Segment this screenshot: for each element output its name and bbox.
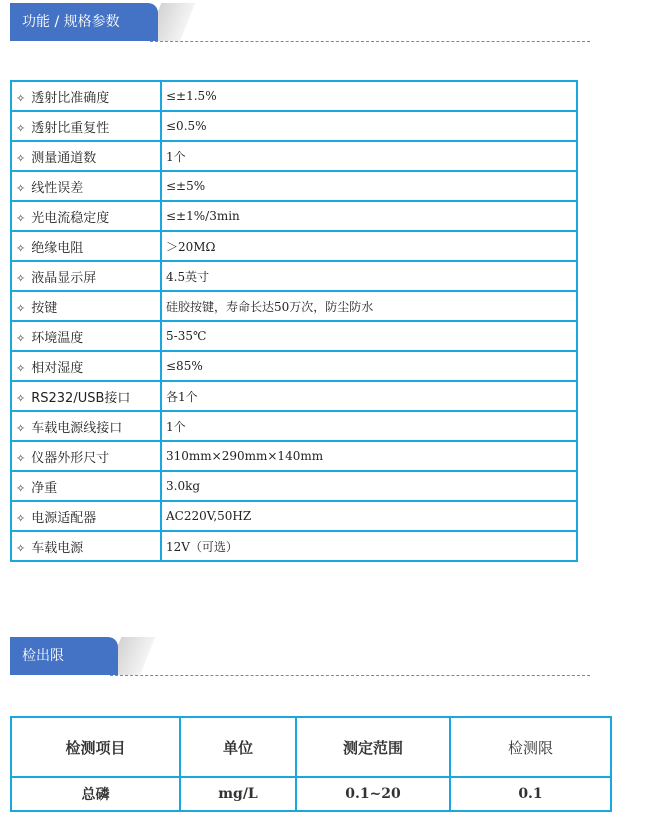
spec-key-cell	[11, 171, 161, 201]
spec-value: ≤±5%	[161, 171, 577, 201]
dashed-divider	[150, 41, 590, 42]
bullet-star-icon: ✧	[16, 451, 26, 465]
spec-key: 绝缘电阻	[31, 240, 84, 256]
spec-key: 车载电源	[31, 540, 84, 556]
spec-key: 环境温度	[31, 330, 84, 346]
table-row	[11, 777, 611, 811]
bullet-star-icon: ✧	[16, 121, 26, 135]
spec-key-cell	[11, 471, 161, 501]
spec-key: 仪器外形尺寸	[31, 450, 110, 466]
spec-key: 透射比准确度	[31, 90, 110, 106]
header-cell: 单位	[180, 717, 296, 777]
bullet-star-icon: ✧	[16, 421, 26, 435]
bullet-star-icon: ✧	[16, 301, 26, 315]
spec-value: ＞20MΩ	[161, 231, 577, 261]
spec-value: 1个	[161, 141, 577, 171]
bullet-star-icon: ✧	[16, 361, 26, 375]
spec-row	[11, 411, 577, 441]
spec-value: 硅胶按键，寿命长达50万次，防尘防水	[161, 291, 577, 321]
spec-row	[11, 81, 577, 111]
spec-row	[11, 261, 577, 291]
spec-value: 各1个	[161, 381, 577, 411]
bullet-star-icon: ✧	[16, 181, 26, 195]
spec-value: ≤85%	[161, 351, 577, 381]
spec-row	[11, 141, 577, 171]
spec-key-cell	[11, 201, 161, 231]
spec-row	[11, 291, 577, 321]
table-cell: mg/L	[180, 777, 296, 811]
spec-value: ≤±1.5%	[161, 81, 577, 111]
section-title-specs: 功能 / 规格参数	[10, 3, 158, 41]
spec-key-cell	[11, 261, 161, 291]
spec-key-cell	[11, 501, 161, 531]
spec-key: 透射比重复性	[31, 120, 110, 136]
spec-value: 3.0kg	[161, 471, 577, 501]
spec-key: 按键	[31, 300, 58, 316]
spec-key-cell	[11, 231, 161, 261]
spec-row	[11, 201, 577, 231]
spec-value: 12V（可选）	[161, 531, 577, 561]
bullet-star-icon: ✧	[16, 211, 26, 225]
spec-key: 车载电源线接口	[31, 420, 123, 436]
spec-value: 4.5英寸	[161, 261, 577, 291]
bullet-star-icon: ✧	[16, 241, 26, 255]
header-cell: 测定范围	[296, 717, 450, 777]
spec-key: 测量通道数	[31, 150, 97, 166]
spec-row	[11, 501, 577, 531]
spec-key: 净重	[31, 480, 58, 496]
spec-key-cell	[11, 141, 161, 171]
spec-key-cell	[11, 531, 161, 561]
spec-key: 相对湿度	[31, 360, 84, 376]
spec-key-cell	[11, 411, 161, 441]
table-header-row	[11, 717, 611, 777]
bullet-star-icon: ✧	[16, 331, 26, 345]
spec-row	[11, 471, 577, 501]
table-cell: 0.1~20	[296, 777, 450, 811]
bullet-star-icon: ✧	[16, 541, 26, 555]
spec-row	[11, 171, 577, 201]
spec-row	[11, 321, 577, 351]
spec-row	[11, 231, 577, 261]
spec-value: ≤±1%/3min	[161, 201, 577, 231]
bullet-star-icon: ✧	[16, 391, 26, 405]
section-header-specs	[10, 3, 590, 45]
table-cell: 总磷	[11, 777, 180, 811]
spec-key: 电源适配器	[31, 510, 97, 526]
spec-key: 线性误差	[31, 180, 84, 196]
spec-row	[11, 351, 577, 381]
section-title-limit: 检出限	[10, 637, 118, 675]
detection-limit-table	[10, 716, 612, 812]
spec-key-cell	[11, 81, 161, 111]
spec-table	[10, 80, 578, 562]
spec-row	[11, 381, 577, 411]
bullet-star-icon: ✧	[16, 151, 26, 165]
spec-key-cell	[11, 321, 161, 351]
spec-key-cell	[11, 291, 161, 321]
spec-row	[11, 441, 577, 471]
table-cell: 0.1	[450, 777, 611, 811]
spec-value: ≤0.5%	[161, 111, 577, 141]
bullet-star-icon: ✧	[16, 91, 26, 105]
spec-row	[11, 111, 577, 141]
dashed-divider	[110, 675, 590, 676]
spec-value: 1个	[161, 411, 577, 441]
spec-key-cell	[11, 441, 161, 471]
header-cell: 检测项目	[11, 717, 180, 777]
spec-key: RS232/USB接口	[31, 390, 131, 406]
bullet-star-icon: ✧	[16, 271, 26, 285]
bullet-star-icon: ✧	[16, 481, 26, 495]
bullet-star-icon: ✧	[16, 511, 26, 525]
spec-key-cell	[11, 381, 161, 411]
spec-key-cell	[11, 351, 161, 381]
spec-key: 光电流稳定度	[31, 210, 110, 226]
spec-key: 液晶显示屏	[31, 270, 97, 286]
spec-value: 5-35℃	[161, 321, 577, 351]
spec-value: 310mm×290mm×140mm	[161, 441, 577, 471]
spec-row	[11, 531, 577, 561]
spec-value: AC220V,50HZ	[161, 501, 577, 531]
section-header-limit	[10, 637, 590, 679]
spec-key-cell	[11, 111, 161, 141]
header-cell: 检测限	[450, 717, 611, 777]
